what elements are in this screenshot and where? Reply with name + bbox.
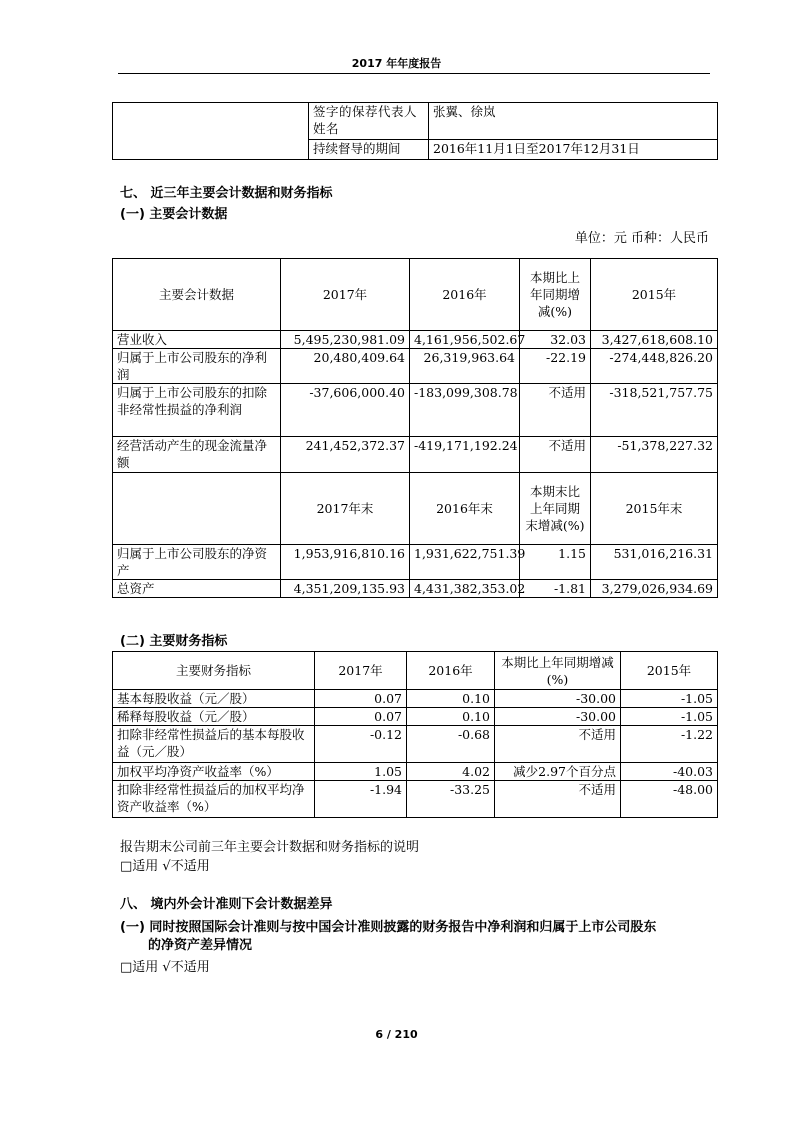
value-cell: 531,016,216.31 [591, 545, 718, 580]
row-label: 归属于上市公司股东的净资产 [113, 545, 281, 580]
value-cell: 241,452,372.37 [281, 437, 410, 473]
row-label: 稀释每股收益（元／股） [113, 708, 315, 726]
value-cell: 0.07 [315, 690, 407, 708]
value-cell: -0.12 [315, 726, 407, 763]
value-cell: -1.81 [520, 580, 591, 598]
value-cell: -30.00 [495, 708, 621, 726]
value-cell: -40.03 [621, 763, 718, 781]
row-label: 归属于上市公司股东的净利润 [113, 349, 281, 384]
table-row [113, 103, 718, 140]
table-row [113, 384, 718, 437]
row-label: 基本每股收益（元／股） [113, 690, 315, 708]
value-cell: -48.00 [621, 781, 718, 818]
section-8-option: □适用 √不适用 [120, 960, 210, 975]
section-7-title: 七、 近三年主要会计数据和财务指标 [120, 186, 333, 201]
explanation-option: □适用 √不适用 [120, 859, 210, 874]
value-cell: 3,279,026,934.69 [591, 580, 718, 598]
page-number: 6 / 210 [375, 1028, 418, 1041]
value-cell: -1.22 [621, 726, 718, 763]
table-row [113, 690, 718, 708]
value-cell: 不适用 [520, 437, 591, 473]
table-row [113, 545, 718, 580]
header-cell: 本期比上年同期增减(%) [495, 652, 621, 690]
section-7-sub2-title: (二) 主要财务指标 [120, 634, 228, 649]
row-label: 总资产 [113, 580, 281, 598]
value-cell: 不适用 [520, 384, 591, 437]
header-cell: 2016年 [410, 259, 520, 331]
value-cell: 0.10 [407, 708, 495, 726]
value-cell: 4.02 [407, 763, 495, 781]
table-row [113, 580, 718, 598]
row-label: 扣除非经常性损益后的加权平均净资产收益率（%） [113, 781, 315, 818]
value-cell: 4,161,956,502.67 [410, 331, 520, 349]
header-cell: 2015年 [621, 652, 718, 690]
table-row [113, 331, 718, 349]
value-cell: -1.94 [315, 781, 407, 818]
value-cell: -318,521,757.75 [591, 384, 718, 437]
section-8-sub1-line2: 的净资产差异情况 [148, 938, 253, 953]
sponsor-label-cell: 持续督导的期间 [309, 140, 429, 160]
table-row [113, 763, 718, 781]
explanation-note: 报告期末公司前三年主要会计数据和财务指标的说明 [120, 840, 420, 855]
header-cell-empty [113, 473, 281, 545]
row-label: 加权平均净资产收益率（%） [113, 763, 315, 781]
value-cell: 0.07 [315, 708, 407, 726]
value-cell: 4,351,209,135.93 [281, 580, 410, 598]
value-cell: -274,448,826.20 [591, 349, 718, 384]
table-row [113, 726, 718, 763]
value-cell: 5,495,230,981.09 [281, 331, 410, 349]
value-cell: 26,319,963.64 [410, 349, 520, 384]
header-cell: 本期末比上年同期末增减(%) [520, 473, 591, 545]
value-cell: 不适用 [495, 726, 621, 763]
row-label: 营业收入 [113, 331, 281, 349]
table-header-row [113, 473, 718, 545]
accounting-data-table [112, 258, 718, 598]
sponsor-table [112, 102, 718, 160]
header-cell: 2017年 [281, 259, 410, 331]
table-header-row [113, 652, 718, 690]
header-rule [118, 73, 710, 74]
header-cell: 2015年末 [591, 473, 718, 545]
header-cell: 主要会计数据 [113, 259, 281, 331]
page-header-title: 2017 年年度报告 [351, 57, 442, 70]
financial-indicators-table [112, 651, 718, 818]
value-cell: 4,431,382,353.02 [410, 580, 520, 598]
sponsor-value-cell: 张翼、徐岚 [429, 103, 718, 140]
header-cell: 本期比上年同期增减(%) [520, 259, 591, 331]
header-cell: 主要财务指标 [113, 652, 315, 690]
value-cell: 减少2.97个百分点 [495, 763, 621, 781]
value-cell: 不适用 [495, 781, 621, 818]
header-cell: 2017年末 [281, 473, 410, 545]
header-cell: 2015年 [591, 259, 718, 331]
value-cell: -51,378,227.32 [591, 437, 718, 473]
value-cell: -37,606,000.40 [281, 384, 410, 437]
value-cell: -183,099,308.78 [410, 384, 520, 437]
value-cell: 0.10 [407, 690, 495, 708]
value-cell: -419,171,192.24 [410, 437, 520, 473]
value-cell: 1,931,622,751.39 [410, 545, 520, 580]
value-cell: 1.15 [520, 545, 591, 580]
value-cell: -0.68 [407, 726, 495, 763]
header-cell: 2017年 [315, 652, 407, 690]
table-header-row [113, 259, 718, 331]
value-cell: -30.00 [495, 690, 621, 708]
value-cell: -1.05 [621, 708, 718, 726]
table-row [113, 781, 718, 818]
section-8-title: 八、 境内外会计准则下会计数据差异 [120, 897, 333, 912]
value-cell: -1.05 [621, 690, 718, 708]
unit-currency-note: 单位：元 币种：人民币 [574, 231, 709, 246]
sponsor-value-cell: 2016年11月1日至2017年12月31日 [429, 140, 718, 160]
value-cell: -33.25 [407, 781, 495, 818]
section-7-sub1-title: (一) 主要会计数据 [120, 207, 228, 222]
table-row [113, 437, 718, 473]
table-row [113, 349, 718, 384]
value-cell: 1.05 [315, 763, 407, 781]
table-cell-empty [113, 103, 309, 160]
row-label: 归属于上市公司股东的扣除非经常性损益的净利润 [113, 384, 281, 437]
row-label: 经营活动产生的现金流量净额 [113, 437, 281, 473]
value-cell: -22.19 [520, 349, 591, 384]
value-cell: 1,953,916,810.16 [281, 545, 410, 580]
table-row [113, 708, 718, 726]
value-cell: 20,480,409.64 [281, 349, 410, 384]
value-cell: 3,427,618,608.10 [591, 331, 718, 349]
header-cell: 2016年 [407, 652, 495, 690]
value-cell: 32.03 [520, 331, 591, 349]
section-8-sub1-line1: (一) 同时按照国际会计准则与按中国会计准则披露的财务报告中净利润和归属于上市公司股东 [120, 920, 657, 935]
row-label: 扣除非经常性损益后的基本每股收益（元／股） [113, 726, 315, 763]
header-cell: 2016年末 [410, 473, 520, 545]
sponsor-label-cell: 签字的保荐代表人姓名 [309, 103, 429, 140]
